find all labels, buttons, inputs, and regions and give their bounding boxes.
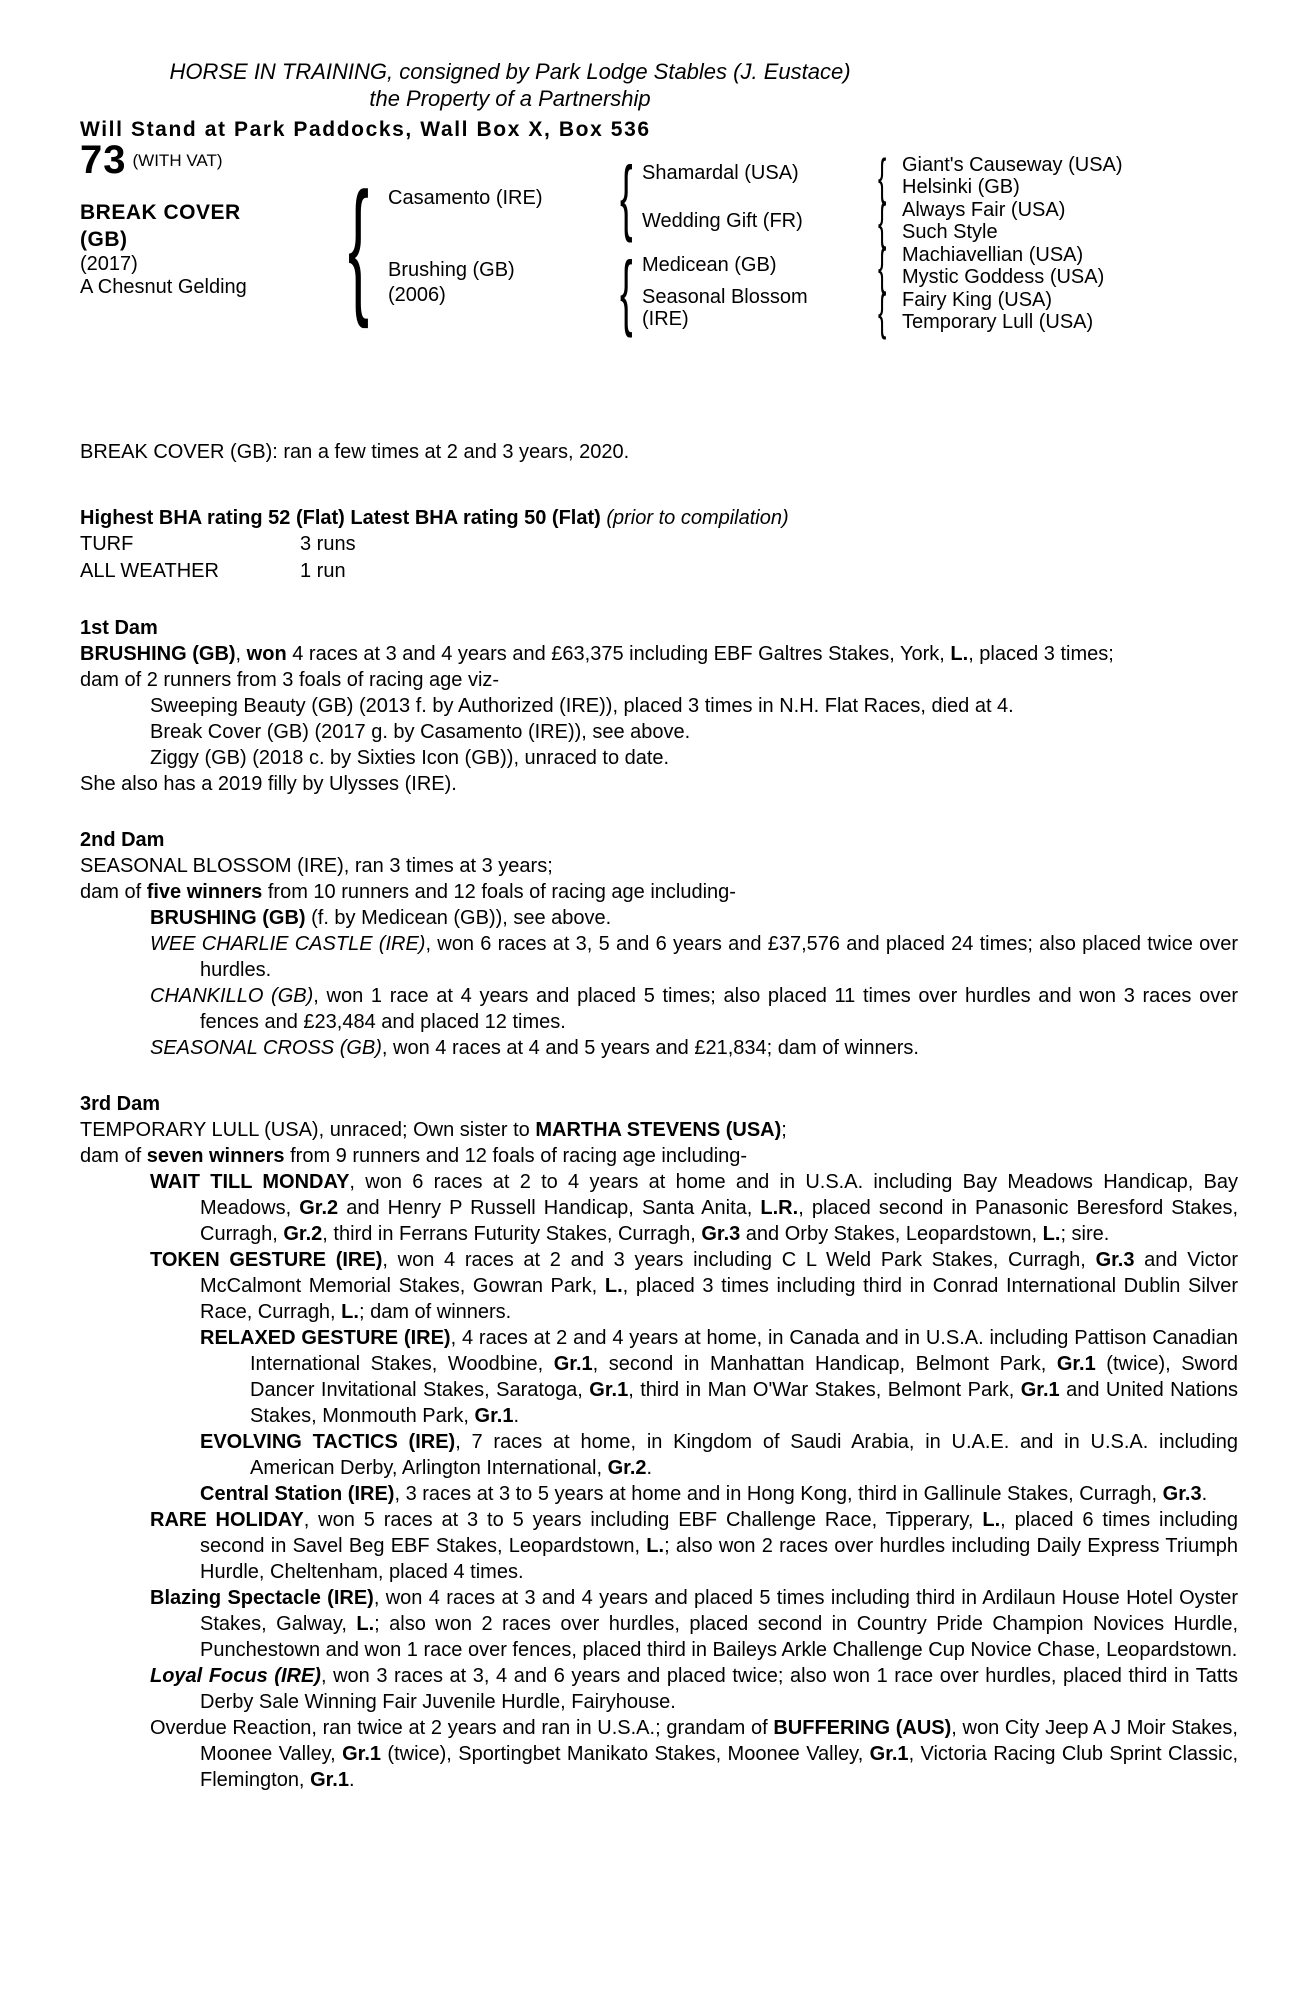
progeny-paragraph: dam of 2 runners from 3 foals of racing age viz-: [80, 669, 500, 691]
dam-name: Brushing (GB) (2006): [388, 259, 515, 306]
pedigree-brace-sire: {: [620, 149, 633, 243]
catalogue-page: [80, 0, 1238, 1793]
horse-name: BREAK COVER: [80, 201, 241, 224]
pedigree-brace-gg4: {: [878, 284, 887, 340]
dam-section: [80, 827, 1238, 1061]
stat-row-all-weather: [80, 558, 1238, 585]
progeny-paragraph: SEASONAL CROSS (GB), won 4 races at 4 and 5 years and £21,834; dam of winners.: [150, 1037, 919, 1059]
grandsire-paternal: Shamardal (USA): [642, 162, 799, 184]
progeny-paragraph: She also has a 2019 filly by Ulysses (IRE).: [80, 773, 457, 795]
progeny-paragraph: TOKEN GESTURE (IRE), won 4 races at 2 and 3 years including C L Weld Park Stakes, Curragh, Gr.3 and Victor McCalmont Memorial Stakes, Gowran Park, L., placed 3 times including third in Conrad International Dublin Silver Race, Curragh, L.; dam of winners.: [150, 1249, 1239, 1323]
page-header: [80, 58, 940, 112]
race-record-summary: BREAK COVER (GB): ran a few times at 2 and 3 years, 2020.: [80, 441, 630, 463]
progeny-paragraph: dam of seven winners from 9 runners and 12 foals of racing age including-: [80, 1145, 748, 1167]
pedigree-brace-gg1: {: [878, 149, 887, 205]
great-grandparents-pair-3: Machiavellian (USA) Mystic Goddess (USA): [902, 244, 1105, 288]
progeny-paragraph: Overdue Reaction, ran twice at 2 years and ran in U.S.A.; grandam of BUFFERING (AUS), won City Jeep A J Moir Stakes, Moonee Valley, Gr.1 (twice), Sportingbet Manikato Stakes, Moonee Valley, Gr.1, Victoria Racing Club Sprint Classic, Flemington, Gr.1.: [150, 1717, 1239, 1791]
progeny-paragraph: WEE CHARLIE CASTLE (IRE), won 6 races at 3, 5 and 6 years and £37,576 and placed 24 times; also placed twice over hurdles.: [150, 933, 1238, 981]
progeny-paragraph: RARE HOLIDAY, won 5 races at 3 to 5 years including EBF Challenge Race, Tipperary, L., placed 6 times including second in Savel Beg EBF Stakes, Leopardstown, L.; also won 2 races over hurdles including Daily Express Triumph Hurdle, Cheltenham, placed 4 times.: [150, 1509, 1239, 1583]
progeny-paragraph: BRUSHING (GB) (f. by Medicean (GB)), see above.: [150, 907, 612, 929]
stat-label: ALL WEATHER: [80, 560, 219, 582]
progeny-paragraph: BRUSHING (GB), won 4 races at 3 and 4 years and £63,375 including EBF Galtres Stakes, York, L., placed 3 times;: [80, 643, 1114, 665]
dam-section: [80, 615, 1238, 797]
lot-number: 73: [80, 138, 127, 182]
progeny-paragraph: CHANKILLO (GB), won 1 race at 4 years and placed 5 times; also placed 11 times over hurdles and won 3 races over fences and £23,484 and placed 12 times.: [150, 985, 1238, 1033]
granddam-maternal: Seasonal Blossom (IRE): [642, 286, 808, 330]
progeny-paragraph: RELAXED GESTURE (IRE), 4 races at 2 and 4 years at home, in Canada and in U.S.A. including Pattison Canadian International Stakes, Woodbine, Gr.1, second in Manhattan Handicap, Belmont Park, Gr.1 (twice), Sword Dancer Invitational Stakes, Saratoga, Gr.1, third in Man O'War Stakes, Belmont Park, Gr.1 and United Nations Stakes, Monmouth Park, Gr.1.: [200, 1327, 1238, 1427]
stand-location-line: Will Stand at Park Paddocks, Wall Box X, Box 536: [80, 118, 651, 141]
progeny-paragraph: Loyal Focus (IRE), won 3 races at 3, 4 and 6 years and placed twice; also won 1 race over hurdles, placed third in Tatts Derby Sale Winning Fair Juvenile Hurdle, Fairyhouse.: [150, 1665, 1238, 1713]
pedigree-brace-gg3: {: [878, 239, 887, 295]
lot-line: [80, 138, 223, 182]
progeny-paragraph: WAIT TILL MONDAY, won 6 races at 2 to 4 years at home and in U.S.A. including Bay Meadows Handicap, Bay Meadows, Gr.2 and Henry P Russell Handicap, Santa Anita, L.R., placed second in Panasonic Beresford Stakes, Curragh, Gr.2, third in Ferrans Futurity Stakes, Curragh, Gr.3 and Orby Stakes, Leopardstown, L.; sire.: [150, 1171, 1238, 1245]
horse-description: A Chesnut Gelding: [80, 276, 247, 298]
grandsire-maternal: Medicean (GB): [642, 254, 777, 276]
foaling-year: (2017): [80, 253, 138, 275]
section-heading: 2nd Dam: [80, 829, 165, 851]
horse-suffix: (GB): [80, 228, 128, 251]
stat-value: 1 run: [300, 560, 346, 582]
progeny-sections: [80, 615, 1238, 1793]
dam-section: [80, 1091, 1238, 1793]
section-heading: 3rd Dam: [80, 1093, 161, 1115]
progeny-paragraph: Break Cover (GB) (2017 g. by Casamento (IRE)), see above.: [150, 721, 691, 743]
progeny-paragraph: Sweeping Beauty (GB) (2013 f. by Authorized (IRE)), placed 3 times in N.H. Flat Races, died at 4.: [150, 695, 1014, 717]
progeny-paragraph: EVOLVING TACTICS (IRE), 7 races at home, in Kingdom of Saudi Arabia, in U.A.E. and in U.S.A. including American Derby, Arlington International, Gr.2.: [200, 1431, 1238, 1479]
bha-rating-values: Highest BHA rating 52 (Flat) Latest BHA rating 50 (Flat): [80, 507, 601, 529]
progeny-paragraph: Ziggy (GB) (2018 c. by Sixties Icon (GB)), unraced to date.: [150, 747, 670, 769]
progeny-paragraph: SEASONAL BLOSSOM (IRE), ran 3 times at 3 years;: [80, 855, 553, 877]
sire-name: Casamento (IRE): [388, 187, 543, 209]
progeny-paragraph: TEMPORARY LULL (USA), unraced; Own sister to MARTHA STEVENS (USA);: [80, 1119, 787, 1141]
great-grandparents-pair-2: Always Fair (USA) Such Style: [902, 199, 1066, 243]
consignor-line: HORSE IN TRAINING, consigned by Park Lodge Stables (J. Eustace): [169, 59, 851, 84]
rating-note: (prior to compilation): [600, 507, 789, 529]
stat-value: 3 runs: [300, 533, 356, 555]
pedigree-brace-main: {: [348, 161, 370, 329]
bha-rating-line: [80, 505, 1238, 531]
property-line: the Property of a Partnership: [369, 86, 651, 111]
great-grandparents-pair-1: Giant's Causeway (USA) Helsinki (GB): [902, 154, 1123, 198]
pedigree-brace-dam: {: [620, 244, 633, 338]
granddam-paternal: Wedding Gift (FR): [642, 210, 803, 232]
great-grandparents-pair-4: Fairy King (USA) Temporary Lull (USA): [902, 289, 1094, 333]
progeny-paragraph: Blazing Spectacle (IRE), won 4 races at 3 and 4 years and placed 5 times including third in Ardilaun House Hotel Oyster Stakes, Galway, L.; also won 2 races over hurdles, placed second in Country Pride Champion Novices Hurdle, Punchestown and won 1 race over fences, placed third in Baileys Arkle Challenge Cup Novice Chase, Leopardstown.: [150, 1587, 1239, 1661]
pedigree-table: [80, 138, 1238, 344]
pedigree-brace-gg2: {: [878, 194, 887, 250]
stat-row-turf: [80, 531, 1238, 558]
vat-note: (WITH VAT): [132, 151, 223, 170]
stat-label: TURF: [80, 533, 134, 555]
progeny-paragraph: Central Station (IRE), 3 races at 3 to 5 years at home and in Hong Kong, third in Gallinule Stakes, Curragh, Gr.3.: [200, 1483, 1208, 1505]
section-heading: 1st Dam: [80, 617, 158, 639]
progeny-paragraph: dam of five winners from 10 runners and 12 foals of racing age including-: [80, 881, 736, 903]
